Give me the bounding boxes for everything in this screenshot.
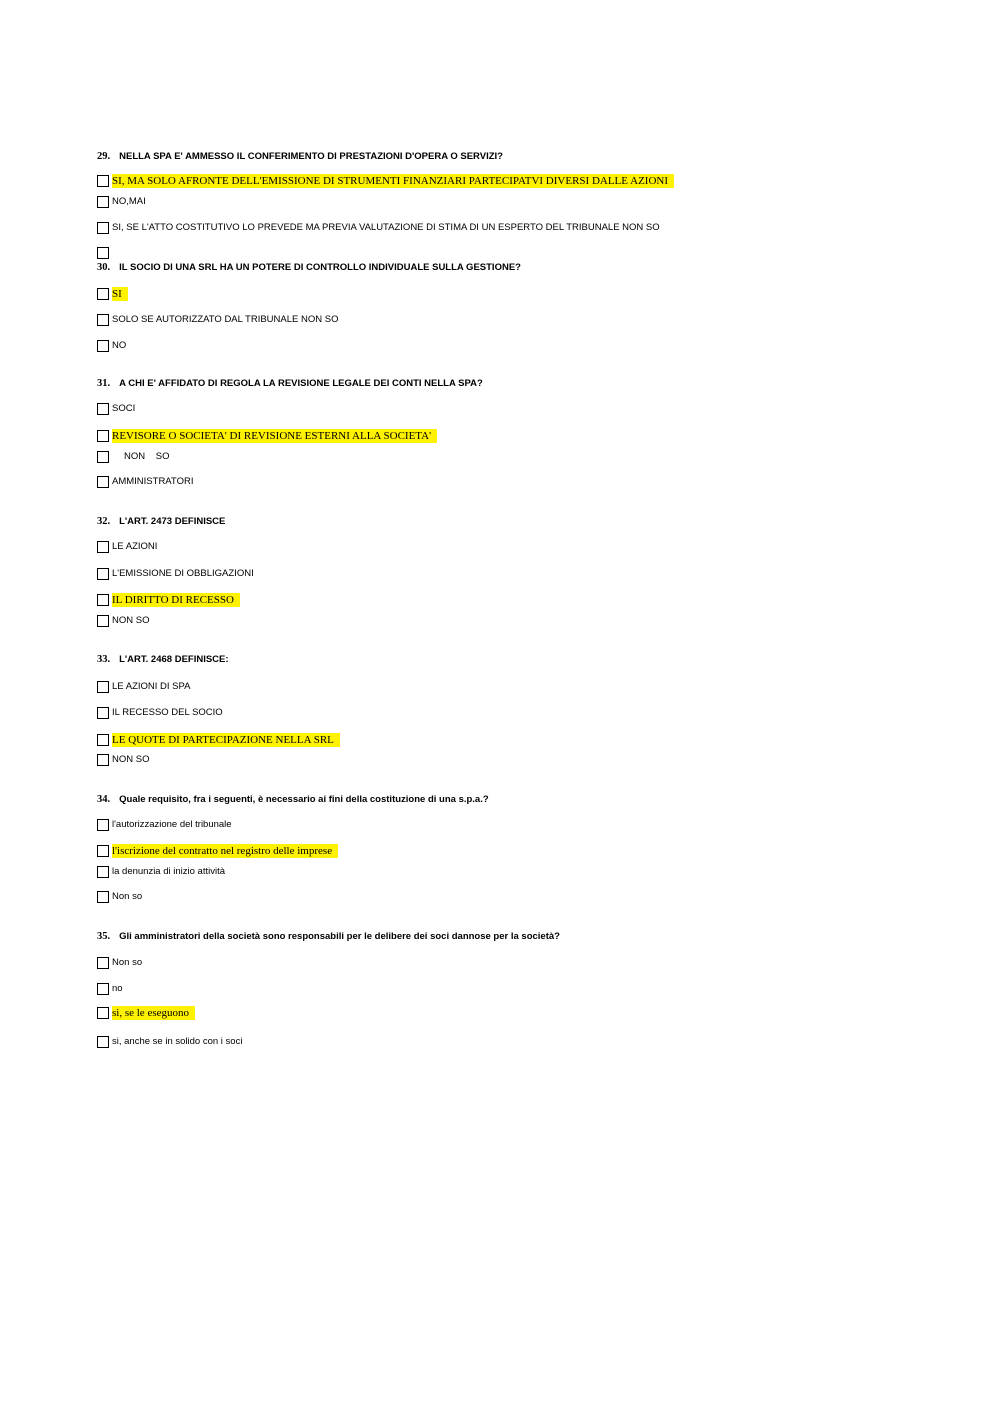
question-text: A CHI E' AFFIDATO DI REGOLA LA REVISIONE LEGALE DEI CONTI NELLA SPA? — [119, 378, 483, 389]
option-34-c[interactable] — [97, 864, 225, 879]
checkbox[interactable] — [97, 866, 109, 878]
option-label: LE QUOTE DI PARTECIPAZIONE NELLA SRL — [112, 733, 340, 747]
question-text: IL SOCIO DI UNA SRL HA UN POTERE DI CONTROLLO INDIVIDUALE SULLA GESTIONE? — [119, 262, 521, 273]
option-31-a[interactable] — [97, 401, 135, 416]
checkbox[interactable] — [97, 734, 109, 746]
option-32-d[interactable] — [97, 613, 149, 628]
option-label: REVISORE O SOCIETA' DI REVISIONE ESTERNI ALLA SOCIETA' — [112, 429, 437, 443]
checkbox[interactable] — [97, 594, 109, 606]
option-label: IL RECESSO DEL SOCIO — [112, 706, 223, 718]
option-label: Non so — [112, 890, 143, 902]
question-number: 33. — [97, 654, 111, 665]
option-label: l'iscrizione del contratto nel registro delle imprese — [112, 844, 338, 858]
option-label: NON SO — [112, 614, 150, 626]
option-label: si, se le eseguono — [112, 1006, 195, 1020]
question-number: 34. — [97, 794, 111, 805]
option-33-c[interactable] — [97, 732, 340, 747]
question-number: 31. — [97, 378, 111, 389]
question-text: L'ART. 2473 DEFINISCE — [119, 516, 226, 527]
option-label: SOCI — [112, 402, 136, 414]
checkbox[interactable] — [97, 681, 109, 693]
checkbox[interactable] — [97, 541, 109, 553]
option-33-b[interactable] — [97, 705, 223, 720]
option-32-a[interactable] — [97, 539, 157, 554]
option-31-d[interactable] — [97, 474, 193, 489]
option-29-a[interactable] — [97, 173, 674, 188]
option-35-b[interactable] — [97, 981, 123, 996]
option-label: L'EMISSIONE DI OBBLIGAZIONI — [112, 567, 254, 579]
option-35-d[interactable] — [97, 1034, 242, 1049]
checkbox[interactable] — [97, 568, 109, 580]
question-number: 29. — [97, 151, 111, 162]
option-label: si, anche se in solido con i soci — [112, 1035, 243, 1047]
checkbox[interactable] — [97, 1036, 109, 1048]
checkbox[interactable] — [97, 476, 109, 488]
question-number: 32. — [97, 516, 111, 527]
checkbox[interactable] — [97, 1007, 109, 1019]
option-32-b[interactable] — [97, 566, 254, 581]
checkbox[interactable] — [97, 430, 109, 442]
checkbox[interactable] — [97, 222, 109, 234]
option-label: NON SO — [124, 450, 170, 462]
checkbox[interactable] — [97, 247, 109, 259]
question-number: 35. — [97, 931, 111, 942]
checkbox[interactable] — [97, 707, 109, 719]
option-29-c[interactable] — [97, 220, 660, 235]
question-number: 30. — [97, 262, 111, 273]
option-35-c[interactable] — [97, 1005, 195, 1020]
option-label: LE AZIONI — [112, 540, 158, 552]
question-34 — [97, 794, 489, 805]
option-label: la denunzia di inizio attività — [112, 865, 226, 877]
option-label: IL DIRITTO DI RECESSO — [112, 593, 240, 607]
question-29 — [97, 151, 503, 162]
question-30 — [97, 262, 521, 273]
question-text: Gli amministratori della società sono responsabili per le delibere dei soci dannose per la società? — [119, 931, 560, 942]
option-32-c[interactable] — [97, 592, 240, 607]
option-31-c[interactable] — [97, 449, 169, 464]
option-33-d[interactable] — [97, 752, 149, 767]
option-label: AMMINISTRATORI — [112, 475, 194, 487]
question-35 — [97, 931, 560, 942]
checkbox[interactable] — [97, 754, 109, 766]
option-label: LE AZIONI DI SPA — [112, 680, 191, 692]
checkbox[interactable] — [97, 288, 109, 300]
question-33 — [97, 654, 229, 665]
checkbox[interactable] — [97, 615, 109, 627]
option-label: SI, MA SOLO AFRONTE DELL'EMISSIONE DI STRUMENTI FINANZIARI PARTECIPATVI DIVERSI DALLE AZIONI — [112, 174, 674, 188]
option-35-a[interactable] — [97, 955, 142, 970]
option-34-d[interactable] — [97, 889, 142, 904]
option-label: SI, SE L'ATTO COSTITUTIVO LO PREVEDE MA PREVIA VALUTAZIONE DI STIMA DI UN ESPERTO DEL TRIBUNALE NON SO — [112, 221, 660, 233]
checkbox[interactable] — [97, 340, 109, 352]
option-label: Non so — [112, 956, 143, 968]
checkbox[interactable] — [97, 819, 109, 831]
option-label: l'autorizzazione del tribunale — [112, 818, 232, 830]
option-34-b[interactable] — [97, 843, 338, 858]
option-33-a[interactable] — [97, 679, 191, 694]
option-29-b[interactable] — [97, 194, 146, 209]
option-31-b[interactable] — [97, 428, 437, 443]
checkbox[interactable] — [97, 983, 109, 995]
option-label: SOLO SE AUTORIZZATO DAL TRIBUNALE NON SO — [112, 313, 339, 325]
option-label: no — [112, 982, 123, 994]
checkbox[interactable] — [97, 196, 109, 208]
checkbox[interactable] — [97, 403, 109, 415]
option-label: NON SO — [112, 753, 150, 765]
checkbox[interactable] — [97, 175, 109, 187]
option-label: NO,MAI — [112, 195, 146, 207]
checkbox[interactable] — [97, 957, 109, 969]
question-text: L'ART. 2468 DEFINISCE: — [119, 654, 229, 665]
question-32 — [97, 516, 225, 527]
option-30-c[interactable] — [97, 338, 126, 353]
question-text: NELLA SPA E' AMMESSO IL CONFERIMENTO DI PRESTAZIONI D'OPERA O SERVIZI? — [119, 151, 503, 162]
option-30-b[interactable] — [97, 312, 338, 327]
option-34-a[interactable] — [97, 817, 232, 832]
option-label: SI — [112, 287, 128, 301]
checkbox[interactable] — [97, 451, 109, 463]
option-29-d[interactable] — [97, 245, 112, 260]
question-31 — [97, 378, 483, 389]
checkbox[interactable] — [97, 845, 109, 857]
checkbox[interactable] — [97, 891, 109, 903]
option-label: NO — [112, 339, 127, 351]
question-text: Quale requisito, fra i seguenti, è necessario ai fini della costituzione di una s.p.a.? — [119, 794, 489, 805]
checkbox[interactable] — [97, 314, 109, 326]
option-30-a[interactable] — [97, 286, 128, 301]
